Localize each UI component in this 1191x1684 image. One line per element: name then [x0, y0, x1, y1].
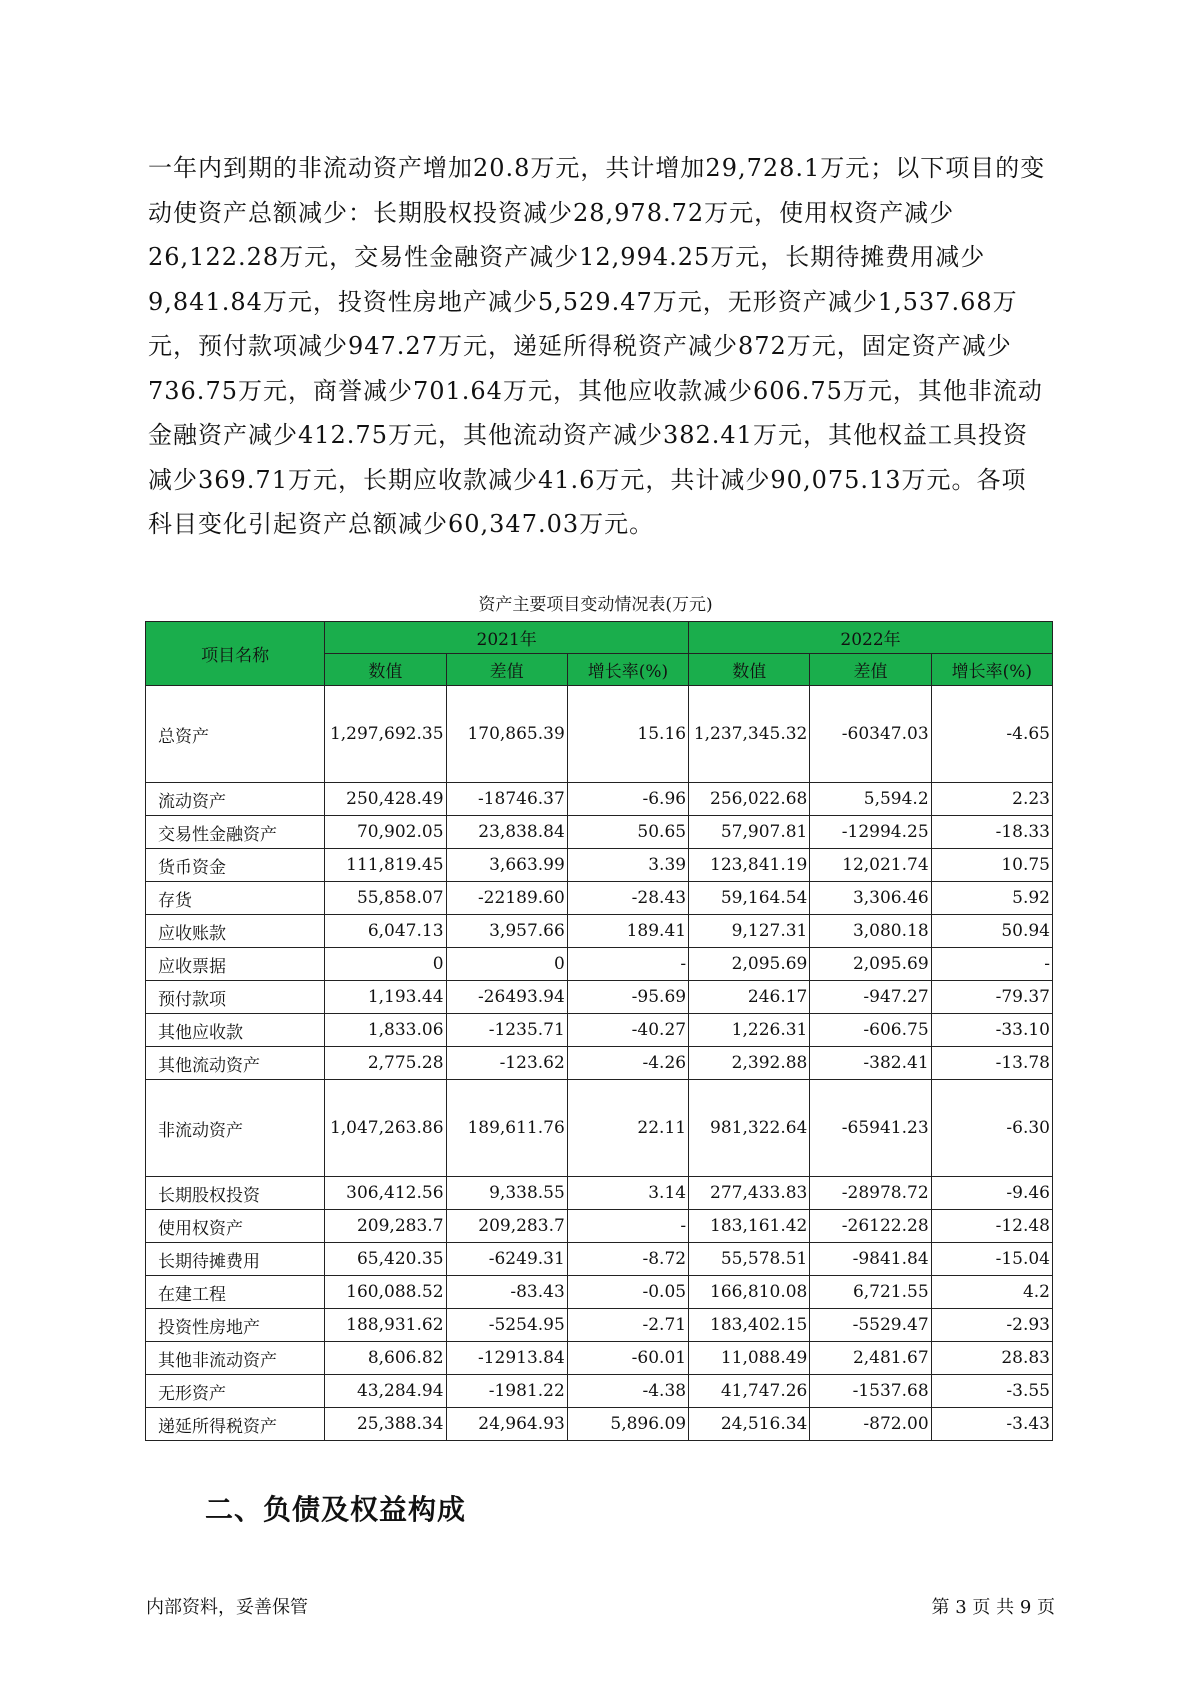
- table-row: [146, 1276, 1053, 1309]
- table-cell: 10.75: [931, 849, 1052, 882]
- table-cell: 111,819.45: [325, 849, 446, 882]
- table-cell: 2,095.69: [810, 948, 931, 981]
- table-row: [146, 1342, 1053, 1375]
- table-cell: -: [567, 948, 688, 981]
- header-year-2021: 2021年: [325, 622, 689, 654]
- table-cell: -60.01: [567, 1342, 688, 1375]
- table-cell: 306,412.56: [325, 1177, 446, 1210]
- table-row: [146, 1047, 1053, 1080]
- table-cell: 1,833.06: [325, 1014, 446, 1047]
- table-row: [146, 1375, 1053, 1408]
- table-cell: -3.55: [931, 1375, 1052, 1408]
- footer-confidential: 内部资料，妥善保管: [146, 1597, 308, 1618]
- row-label: 流动资产: [146, 783, 325, 816]
- table-cell: -60347.03: [810, 686, 931, 783]
- table-cell: 170,865.39: [446, 686, 567, 783]
- table-row: [146, 1243, 1053, 1276]
- table-cell: 1,237,345.32: [689, 686, 810, 783]
- table-cell: -5529.47: [810, 1309, 931, 1342]
- table-cell: 209,283.7: [325, 1210, 446, 1243]
- table-row: [146, 948, 1053, 981]
- table-cell: 50.94: [931, 915, 1052, 948]
- table-cell: 70,902.05: [325, 816, 446, 849]
- table-cell: 8,606.82: [325, 1342, 446, 1375]
- table-cell: 4.2: [931, 1276, 1052, 1309]
- table-row: [146, 783, 1053, 816]
- table-cell: -83.43: [446, 1276, 567, 1309]
- subheader-value: 数值: [325, 654, 446, 686]
- row-label: 其他非流动资产: [146, 1342, 325, 1375]
- header-year-2022: 2022年: [689, 622, 1053, 654]
- table-cell: -6249.31: [446, 1243, 567, 1276]
- table-row: [146, 1210, 1053, 1243]
- table-cell: 41,747.26: [689, 1375, 810, 1408]
- footer-page-number: 第 3 页 共 9 页: [931, 1597, 1055, 1618]
- table-cell: -13.78: [931, 1047, 1052, 1080]
- table-cell: 9,127.31: [689, 915, 810, 948]
- table-cell: -26122.28: [810, 1210, 931, 1243]
- table-cell: 188,931.62: [325, 1309, 446, 1342]
- table-cell: -33.10: [931, 1014, 1052, 1047]
- subheader-diff: 差值: [810, 654, 931, 686]
- table-cell: 246.17: [689, 981, 810, 1014]
- table-cell: 2,775.28: [325, 1047, 446, 1080]
- table-cell: -872.00: [810, 1408, 931, 1441]
- table-cell: 981,322.64: [689, 1080, 810, 1177]
- row-label: 存货: [146, 882, 325, 915]
- table-cell: 55,578.51: [689, 1243, 810, 1276]
- table-cell: 166,810.08: [689, 1276, 810, 1309]
- table-cell: 209,283.7: [446, 1210, 567, 1243]
- table-cell: -606.75: [810, 1014, 931, 1047]
- table-cell: 43,284.94: [325, 1375, 446, 1408]
- table-cell: -40.27: [567, 1014, 688, 1047]
- body-paragraph: 一年内到期的非流动资产增加20.8万元，共计增加29,728.1万元；以下项目的变动使资产总额减少：长期股权投资减少28,978.72万元，使用权资产减少26,122.28万元，交易性金融资产减少12,994.25万元，长期待摊费用减少9,841.84万元，投资性房地产减少5,529.47万元，无形资产减少1,537.68万元，预付款项减少947.27万元，递延所得税资产减少872万元，固定资产减少736.75万元，商誉减少701.64万元，其他应收款减少606.75万元，其他非流动金融资产减少412.75万元，其他流动资产减少382.41万元，其他权益工具投资减少369.71万元，长期应收款减少41.6万元，共计减少90,075.13万元。各项科目变化引起资产总额减少60,347.03万元。: [148, 154, 1046, 538]
- table-cell: 24,964.93: [446, 1408, 567, 1441]
- table-cell: 57,907.81: [689, 816, 810, 849]
- table-cell: 5.92: [931, 882, 1052, 915]
- table-cell: -1235.71: [446, 1014, 567, 1047]
- table-row: [146, 1014, 1053, 1047]
- table-cell: 65,420.35: [325, 1243, 446, 1276]
- table-cell: -1981.22: [446, 1375, 567, 1408]
- row-label: 在建工程: [146, 1276, 325, 1309]
- table-cell: 3,306.46: [810, 882, 931, 915]
- table-cell: -4.38: [567, 1375, 688, 1408]
- row-label: 非流动资产: [146, 1080, 325, 1177]
- table-cell: -6.96: [567, 783, 688, 816]
- table-cell: 189,611.76: [446, 1080, 567, 1177]
- row-label: 货币资金: [146, 849, 325, 882]
- table-row: [146, 849, 1053, 882]
- table-cell: 22.11: [567, 1080, 688, 1177]
- table-caption: 资产主要项目变动情况表(万元): [478, 595, 713, 615]
- table-cell: 9,338.55: [446, 1177, 567, 1210]
- table-cell: 2,095.69: [689, 948, 810, 981]
- table-row: [146, 1177, 1053, 1210]
- subheader-value: 数值: [689, 654, 810, 686]
- table-cell: -4.65: [931, 686, 1052, 783]
- table-cell: 55,858.07: [325, 882, 446, 915]
- table-cell: 24,516.34: [689, 1408, 810, 1441]
- table-cell: 256,022.68: [689, 783, 810, 816]
- table-body: [146, 686, 1053, 1441]
- row-label: 应收账款: [146, 915, 325, 948]
- table-cell: -5254.95: [446, 1309, 567, 1342]
- row-label: 无形资产: [146, 1375, 325, 1408]
- table-cell: -1537.68: [810, 1375, 931, 1408]
- table-cell: -: [567, 1210, 688, 1243]
- table-cell: 6,047.13: [325, 915, 446, 948]
- row-label: 应收票据: [146, 948, 325, 981]
- subheader-growth: 增长率(%): [567, 654, 688, 686]
- table-row: [146, 981, 1053, 1014]
- row-label: 长期股权投资: [146, 1177, 325, 1210]
- table-cell: 1,047,263.86: [325, 1080, 446, 1177]
- table-cell: 15.16: [567, 686, 688, 783]
- table-row: [146, 882, 1053, 915]
- table-cell: -22189.60: [446, 882, 567, 915]
- table-cell: -6.30: [931, 1080, 1052, 1177]
- table-cell: 2,481.67: [810, 1342, 931, 1375]
- table-cell: 6,721.55: [810, 1276, 931, 1309]
- table-cell: -123.62: [446, 1047, 567, 1080]
- table-row: [146, 1408, 1053, 1441]
- table-cell: 0: [446, 948, 567, 981]
- table-cell: -95.69: [567, 981, 688, 1014]
- row-label: 其他流动资产: [146, 1047, 325, 1080]
- table-cell: -18.33: [931, 816, 1052, 849]
- table-cell: -15.04: [931, 1243, 1052, 1276]
- table-cell: 12,021.74: [810, 849, 931, 882]
- table-cell: 23,838.84: [446, 816, 567, 849]
- table-cell: 59,164.54: [689, 882, 810, 915]
- table-cell: 3,080.18: [810, 915, 931, 948]
- table-cell: 1,226.31: [689, 1014, 810, 1047]
- table-cell: 3.39: [567, 849, 688, 882]
- table-cell: -3.43: [931, 1408, 1052, 1441]
- table-cell: 183,161.42: [689, 1210, 810, 1243]
- table-cell: 2,392.88: [689, 1047, 810, 1080]
- asset-change-table: [145, 621, 1053, 1441]
- table-row: [146, 816, 1053, 849]
- table-cell: 183,402.15: [689, 1309, 810, 1342]
- table-cell: 123,841.19: [689, 849, 810, 882]
- table-cell: 5,896.09: [567, 1408, 688, 1441]
- row-label: 预付款项: [146, 981, 325, 1014]
- table-row: [146, 1309, 1053, 1342]
- table-row: [146, 915, 1053, 948]
- table-cell: 3,663.99: [446, 849, 567, 882]
- table-cell: -65941.23: [810, 1080, 931, 1177]
- row-label: 其他应收款: [146, 1014, 325, 1047]
- table-cell: -28978.72: [810, 1177, 931, 1210]
- table-cell: -28.43: [567, 882, 688, 915]
- row-label: 交易性金融资产: [146, 816, 325, 849]
- table-cell: -9841.84: [810, 1243, 931, 1276]
- table-cell: 189.41: [567, 915, 688, 948]
- table-row: [146, 686, 1053, 783]
- table-cell: 3,957.66: [446, 915, 567, 948]
- table-cell: 11,088.49: [689, 1342, 810, 1375]
- table-cell: -: [931, 948, 1052, 981]
- row-label: 递延所得税资产: [146, 1408, 325, 1441]
- table-cell: -2.71: [567, 1309, 688, 1342]
- table-cell: 50.65: [567, 816, 688, 849]
- table-row: [146, 1080, 1053, 1177]
- row-label: 长期待摊费用: [146, 1243, 325, 1276]
- table-cell: 3.14: [567, 1177, 688, 1210]
- header-item-name: 项目名称: [146, 622, 325, 686]
- table-cell: -12.48: [931, 1210, 1052, 1243]
- table-cell: -12913.84: [446, 1342, 567, 1375]
- subheader-diff: 差值: [446, 654, 567, 686]
- section-heading: 二、负债及权益构成: [205, 1493, 467, 1526]
- row-label: 使用权资产: [146, 1210, 325, 1243]
- row-label: 总资产: [146, 686, 325, 783]
- table-cell: 5,594.2: [810, 783, 931, 816]
- table-cell: 250,428.49: [325, 783, 446, 816]
- table-cell: 2.23: [931, 783, 1052, 816]
- table-cell: -947.27: [810, 981, 931, 1014]
- row-label: 投资性房地产: [146, 1309, 325, 1342]
- table-cell: 0: [325, 948, 446, 981]
- table-cell: -9.46: [931, 1177, 1052, 1210]
- table-cell: 277,433.83: [689, 1177, 810, 1210]
- table-cell: -8.72: [567, 1243, 688, 1276]
- subheader-growth: 增长率(%): [931, 654, 1052, 686]
- table-cell: 160,088.52: [325, 1276, 446, 1309]
- table-cell: -2.93: [931, 1309, 1052, 1342]
- table-cell: -0.05: [567, 1276, 688, 1309]
- table-cell: -26493.94: [446, 981, 567, 1014]
- table-cell: 1,297,692.35: [325, 686, 446, 783]
- table-cell: 25,388.34: [325, 1408, 446, 1441]
- table-cell: 1,193.44: [325, 981, 446, 1014]
- table-cell: -12994.25: [810, 816, 931, 849]
- table-cell: -79.37: [931, 981, 1052, 1014]
- table-cell: -18746.37: [446, 783, 567, 816]
- table-cell: 28.83: [931, 1342, 1052, 1375]
- table-cell: -382.41: [810, 1047, 931, 1080]
- table-cell: -4.26: [567, 1047, 688, 1080]
